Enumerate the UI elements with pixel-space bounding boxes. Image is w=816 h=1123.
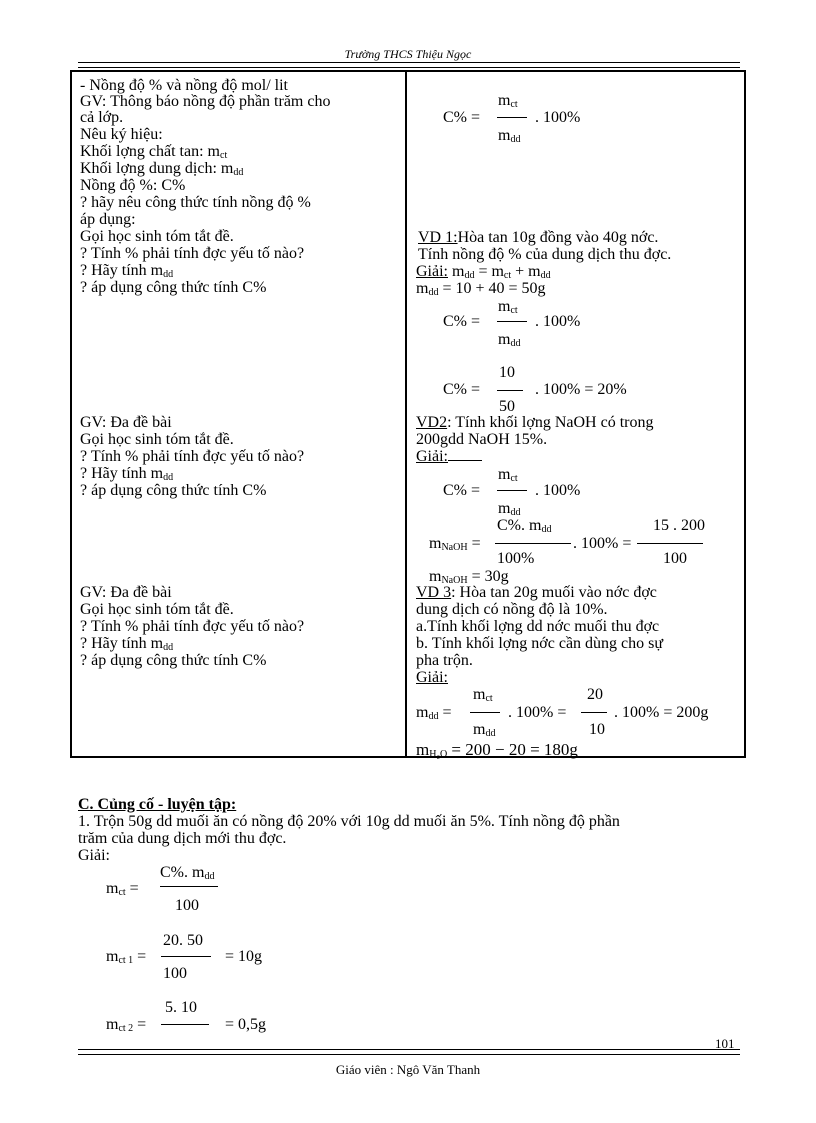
left-line: Nồng độ %: C% bbox=[80, 177, 186, 194]
calc-denominator: 100 bbox=[163, 965, 187, 982]
calc-denominator: 100% bbox=[497, 550, 535, 567]
left-line: ? Hãy tính mdd bbox=[80, 465, 174, 483]
exercise-text: 1. Trộn 50g dd muối ăn có nồng độ 20% với 10g dd muối ăn 5%. Tính nồng độ phần bbox=[78, 813, 620, 830]
left-line: GV: Đa đề bài bbox=[80, 414, 172, 431]
left-line: GV: Đa đề bài bbox=[80, 584, 172, 601]
vd3-line: b. Tính khối lợng nớc cần dùng cho sự bbox=[416, 635, 664, 652]
calc-numerator: 15 . 200 bbox=[653, 517, 705, 534]
left-line: ? áp dụng công thức tính C% bbox=[80, 482, 267, 499]
calc-mid: . 100% = bbox=[573, 535, 632, 552]
vd3-line: pha trộn. bbox=[416, 652, 473, 669]
fraction-bar bbox=[161, 956, 211, 957]
calc-denominator: 50 bbox=[499, 398, 515, 415]
vd1-line: Tính nồng độ % của dung dịch thu đợc. bbox=[418, 246, 672, 263]
giai-label: Giải: bbox=[416, 669, 448, 686]
left-line: - Nồng độ % và nồng độ mol/ lit bbox=[80, 77, 288, 94]
calc-numerator: C%. mdd bbox=[497, 517, 552, 535]
fraction-bar bbox=[497, 117, 527, 118]
vd1-line: VD 1:Hòa tan 10g đồng vào 40g nớc. bbox=[418, 229, 659, 246]
left-line: Khối lợng chất tan: mct bbox=[80, 143, 228, 161]
vd3-line: VD 3: Hòa tan 20g muối vào nớc đợc bbox=[416, 584, 657, 601]
formula-rhs: . 100% bbox=[535, 109, 581, 126]
left-line: ? hãy nêu công thức tính nồng độ % bbox=[80, 194, 311, 211]
calc-numerator: 20. 50 bbox=[163, 932, 203, 949]
formula-lhs: C% = bbox=[443, 109, 481, 126]
calc-result: . 100% = 20% bbox=[535, 381, 627, 398]
calc-lhs: mct 1 = bbox=[106, 948, 147, 966]
left-line: Nêu ký hiệu: bbox=[80, 126, 163, 143]
giai-label: Giải: bbox=[416, 448, 448, 465]
formula-denominator: mdd bbox=[498, 127, 521, 145]
vd1-line: Giải: mdd = mct + mdd bbox=[416, 263, 551, 281]
vd2-line: 200gdd NaOH 15%. bbox=[416, 431, 548, 448]
formula-rhs: . 100% bbox=[535, 482, 581, 499]
left-line: Khối lợng dung dịch: mdd bbox=[80, 160, 244, 178]
left-line: áp dụng: bbox=[80, 211, 136, 228]
calc-numerator: C%. mdd bbox=[160, 864, 215, 882]
giai-label: Giải: bbox=[78, 847, 110, 864]
formula-rhs: . 100% bbox=[535, 313, 581, 330]
calc-denominator: 10 bbox=[589, 721, 605, 738]
calc-numerator: 10 bbox=[499, 364, 515, 381]
vd2-line: VD2: Tính khối lợng NaOH có trong bbox=[416, 414, 654, 431]
page-footer: Giáo viên : Ngô Văn Thanh bbox=[335, 1062, 481, 1077]
fraction-bar bbox=[470, 712, 500, 713]
calc-result: = 0,5g bbox=[225, 1016, 267, 1033]
left-line: ? Hãy tính mdd bbox=[80, 262, 174, 280]
calc-lhs: mct = bbox=[106, 880, 139, 898]
left-line: Gọi học sinh tóm tắt đề. bbox=[80, 601, 234, 618]
column-divider bbox=[405, 70, 407, 758]
calc-lhs: mct 2 = bbox=[106, 1016, 147, 1034]
left-line: ? Hãy tính mdd bbox=[80, 635, 174, 653]
header-rule bbox=[78, 62, 740, 68]
vd3-line: dung dịch có nồng độ là 10%. bbox=[416, 601, 608, 618]
fraction-bar bbox=[495, 543, 571, 544]
calc-result: = 10g bbox=[225, 948, 263, 965]
left-line: cả lớp. bbox=[80, 109, 124, 126]
formula-numerator: mct bbox=[498, 92, 518, 110]
underline-extension bbox=[448, 460, 482, 461]
water-calc: mH₂O = 200 − 20 = 180g bbox=[416, 740, 578, 760]
formula-numerator: mct bbox=[498, 466, 518, 484]
vd3-line: a.Tính khối lợng dd nớc muối thu đợc bbox=[416, 618, 660, 635]
exercise-text: trăm của dung dịch mới thu đợc. bbox=[78, 830, 287, 847]
fraction-bar bbox=[161, 1024, 209, 1025]
calc-result: mNaOH = 30g bbox=[429, 568, 509, 586]
formula-denominator: mdd bbox=[498, 500, 521, 518]
fraction-bar bbox=[497, 490, 527, 491]
left-line: Gọi học sinh tóm tắt đề. bbox=[80, 431, 234, 448]
left-line: ? Tính % phải tính đợc yếu tố nào? bbox=[80, 618, 305, 635]
formula-denominator: mdd bbox=[498, 331, 521, 349]
calc-mid: . 100% = bbox=[508, 704, 567, 721]
formula-lhs: C% = bbox=[443, 482, 481, 499]
calc-numerator: 20 bbox=[587, 686, 603, 703]
footer-rule bbox=[78, 1049, 740, 1055]
left-line: ? Tính % phải tính đợc yếu tố nào? bbox=[80, 245, 305, 262]
fraction-bar bbox=[497, 390, 523, 391]
section-title: C. Củng cố - luyện tập: bbox=[78, 796, 237, 813]
fraction-bar bbox=[160, 886, 218, 887]
formula-lhs: C% = bbox=[443, 381, 481, 398]
calc-denominator: 100 bbox=[663, 550, 687, 567]
left-line: ? áp dụng công thức tính C% bbox=[80, 279, 267, 296]
formula-numerator: mct bbox=[498, 298, 518, 316]
vd1-line: mdd = 10 + 40 = 50g bbox=[416, 280, 546, 298]
left-line: ? áp dụng công thức tính C% bbox=[80, 652, 267, 669]
fraction-bar bbox=[581, 712, 607, 713]
left-line: GV: Thông báo nồng độ phần trăm cho bbox=[80, 93, 331, 110]
formula-denominator: mdd bbox=[473, 721, 496, 739]
calc-denominator: 100 bbox=[175, 897, 199, 914]
formula-numerator: mct bbox=[473, 686, 493, 704]
left-line: ? Tính % phải tính đợc yếu tố nào? bbox=[80, 448, 305, 465]
calc-result: . 100% = 200g bbox=[614, 704, 709, 721]
calc-lhs: mdd = bbox=[416, 704, 452, 722]
fraction-bar bbox=[637, 543, 703, 544]
formula-lhs: C% = bbox=[443, 313, 481, 330]
fraction-bar bbox=[497, 321, 527, 322]
left-line: Gọi học sinh tóm tắt đề. bbox=[80, 228, 234, 245]
page-number: 101 bbox=[715, 1036, 735, 1051]
calc-lhs: mNaOH = bbox=[429, 535, 481, 553]
calc-numerator: 5. 10 bbox=[165, 999, 197, 1016]
page-header: Trường THCS Thiệu Ngọc bbox=[344, 47, 472, 61]
